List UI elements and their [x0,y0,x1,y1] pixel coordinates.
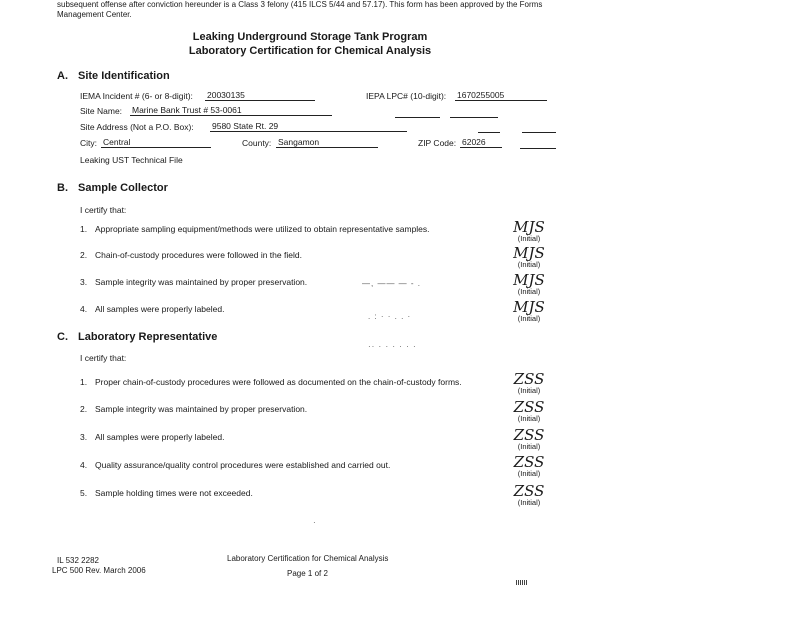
initials-signature: ZSS [513,426,545,444]
b-initial-block [509,220,549,243]
form-id: IL 532 2282 [57,556,99,565]
b-initial-block [509,273,549,296]
county-label: County: [242,138,272,148]
initials-signature: ZSS [513,482,545,500]
c-item-number: 1. [80,377,88,387]
b-item-text: Sample integrity was maintained by proper preservation. [95,277,308,287]
initials-signature: MJS [513,298,545,316]
c-initial-block [509,372,549,395]
blank-line [520,148,556,149]
c-item-text: Sample holding times were not exceeded. [95,488,253,498]
section-c-intro: I certify that: [80,353,127,363]
c-item-text: Sample integrity was maintained by proper preservation. [95,404,308,414]
site-address-field[interactable]: 9580 State Rt. 29 [210,121,407,132]
city-field[interactable]: Central [101,137,211,148]
blank-line [478,132,500,133]
section-c-letter: C. [57,331,68,343]
initials-signature: ZSS [513,453,545,471]
c-item-number: 4. [80,460,88,470]
b-item-text: Appropriate sampling equipment/methods were utilized to obtain representative samples. [95,224,430,234]
c-item-number: 3. [80,432,88,442]
initial-label: (Initial) [517,414,541,423]
initial-label: (Initial) [517,498,541,507]
technical-file-label: Leaking UST Technical File [80,155,183,165]
lpc-field[interactable]: 1670255005 [455,90,547,101]
initials-signature: ZSS [513,370,545,388]
site-address-label: Site Address (Not a P.O. Box): [80,122,194,132]
section-a-heading: Site Identification [78,70,170,82]
top-notice-text: subsequent offense after conviction hereunder is a Class 3 felony (415 ILCS 5/44 and 57.17). This form has been approved by the Forms [57,0,543,9]
section-b-heading: Sample Collector [78,182,168,194]
c-item-number: 2. [80,404,88,414]
b-item-number: 1. [80,224,88,234]
c-initial-block [509,400,549,423]
city-label: City: [80,138,97,148]
c-initial-block [509,428,549,451]
b-initial-block [509,300,549,323]
c-item-number: 5. [80,488,88,498]
document-subtitle: Laboratory Certification for Chemical Analysis [188,45,432,57]
page-number: Page 1 of 2 [287,569,328,578]
c-initial-block [509,455,549,478]
scan-smudge: —, —— — - . [362,279,421,288]
c-item-text: Proper chain-of-custody procedures were followed as documented on the chain-of-custody forms. [95,377,462,387]
b-initial-block [509,246,549,269]
form-revision: LPC 500 Rev. March 2006 [52,566,146,575]
scan-smudge: · [313,518,317,527]
scan-smudge: ·· · · · · · · [368,342,417,351]
section-b-intro: I certify that: [80,205,127,215]
site-name-field[interactable]: Marine Bank Trust # 53-0061 [130,105,332,116]
incident-label: IEMA Incident # (6- or 8-digit): [80,91,193,101]
c-item-text: All samples were properly labeled. [95,432,225,442]
initial-label: (Initial) [517,314,541,323]
site-name-label: Site Name: [80,106,123,116]
zip-label: ZIP Code: [418,138,457,148]
initial-label: (Initial) [517,442,541,451]
b-item-number: 4. [80,304,88,314]
initial-label: (Initial) [517,234,541,243]
initial-label: (Initial) [517,469,541,478]
b-item-number: 3. [80,277,88,287]
county-field[interactable]: Sangamon [276,137,378,148]
initials-signature: MJS [513,271,545,289]
section-a-letter: A. [57,70,68,82]
blank-line [522,132,556,133]
document-title: Leaking Underground Storage Tank Program [192,31,428,43]
section-c-heading: Laboratory Representative [78,331,218,343]
initial-label: (Initial) [517,260,541,269]
initial-label: (Initial) [517,287,541,296]
top-notice-text-2: Management Center. [57,10,132,19]
incident-field[interactable]: 20030135 [205,90,315,101]
initial-label: (Initial) [517,386,541,395]
b-item-text: All samples were properly labeled. [95,304,225,314]
initials-signature: MJS [513,218,545,236]
initials-signature: MJS [513,244,545,262]
scan-smudge: . : · · . . · [368,312,412,321]
blank-line [395,117,440,118]
c-initial-block [509,484,549,507]
blank-line [450,117,498,118]
section-b-letter: B. [57,182,68,194]
c-item-text: Quality assurance/quality control procedures were established and carried out. [95,460,391,470]
initials-signature: ZSS [513,398,545,416]
b-item-number: 2. [80,250,88,260]
footer-doc-title: Laboratory Certification for Chemical Analysis [227,554,389,563]
b-item-text: Chain-of-custody procedures were followed in the field. [95,250,302,260]
zip-field[interactable]: 62026 [460,137,502,148]
scan-mark [516,580,528,585]
lpc-label: IEPA LPC# (10-digit): [366,91,447,101]
